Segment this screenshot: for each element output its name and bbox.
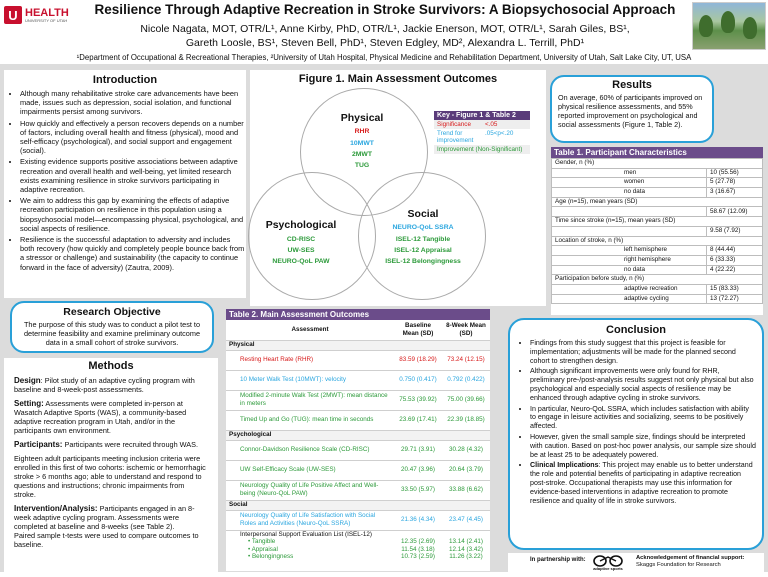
table-1-cell-value: 8 (44.44) — [707, 246, 763, 256]
table-2-section-label: Social — [226, 500, 490, 510]
table-2-assessment: Modified 2-minute Walk Test (2MWT): mean distance in meters — [226, 390, 394, 410]
partner-logo-text: adaptive sports — [593, 566, 623, 571]
col-header-8week: 8-Week Mean (SD) — [442, 320, 490, 340]
figure-1-title: Figure 1. Main Assessment Outcomes — [298, 73, 498, 85]
affiliations: ¹Department of Occupational & Recreational Therapies, ²University of Utah Hospital, Physical Medicine and Rehabilitation Department, University of Utah, Salt Lake City, UT, USA — [76, 53, 692, 62]
table-2-8week: 33.88 (6.62) — [442, 480, 490, 500]
ack-label: Acknowledgement of financial support: — [636, 555, 745, 561]
participants-text: Participants were recruited through WAS. — [62, 440, 199, 449]
table-1-cell-label: right hemisphere — [552, 255, 707, 265]
key-improvement: Improvement (Non-Significant) — [437, 146, 523, 153]
table-1-cell-value: 58.67 (12.09) — [707, 207, 763, 217]
table-2-8week: 20.64 (3.79) — [442, 460, 490, 480]
table-2-section-row — [226, 340, 490, 350]
introduction-section — [4, 70, 246, 298]
table-2-baseline: 0.750 (0.417) — [394, 370, 442, 390]
table-2-assessment: Timed Up and Go (TUG): mean time in seconds — [226, 410, 394, 430]
venn-item-uw-ses: UW-SES — [287, 247, 315, 254]
intro-bullet: • Resilience is the successful adaptation to adversity and includes both recovery (how quickly and completely people bounce back from a stressor or challenge) and sustainability (the capacity to continue forward in the face of adversity) (Zautra, 2009). — [20, 235, 246, 272]
key-title: Key - Figure 1 & Table 2 — [434, 111, 530, 120]
table-2-8week: 0.792 (0.422) — [442, 370, 490, 390]
venn-item-10mwt: 10MWT — [350, 140, 374, 147]
table-2-assessment: Connor-Davidson Resilience Scale (CD-RISC) — [226, 440, 394, 460]
venn-label-social: Social — [407, 208, 439, 220]
col-header-baseline: Baseline Mean (SD) — [394, 320, 442, 340]
venn-item-neuroqol-ssra: NEURO-QoL SSRA — [392, 224, 454, 231]
table-1-cell-label: left hemisphere — [552, 246, 707, 256]
table-1-row — [552, 178, 763, 188]
table-1-group-label: Gender, n (%) — [552, 159, 763, 169]
results-box — [550, 75, 714, 143]
table-2-section-row — [226, 430, 490, 440]
table-2-8week: 73.24 (12.15) — [442, 350, 490, 370]
table-1-cell-value: 13 (72.27) — [707, 294, 763, 304]
ack-text: Skaggs Foundation for Research — [636, 562, 721, 568]
design-text: : Pilot study of an adaptive cycling program with baseline and 8-week-post assessments. — [14, 376, 195, 394]
table-1-title: Table 1. Participant Characteristics — [551, 147, 763, 158]
table-2-8week: 75.00 (39.66) — [442, 390, 490, 410]
table-2-8week: 22.39 (18.85) — [442, 410, 490, 430]
conclusion-bullet: • However, given the small sample size, findings should be interpreted with caution. Based on post-hoc power analysis, our sample size should be at least 25 to be adequately powered. — [530, 433, 756, 459]
table-2-assessment: Resting Heart Rate (RHR) — [226, 350, 394, 370]
table-2-isel-row — [226, 530, 490, 538]
table-2-baseline: 23.69 (17.41) — [394, 410, 442, 430]
table-1-cell-value: 15 (83.33) — [707, 284, 763, 294]
table-2-section-label: Psychological — [226, 430, 490, 440]
conclusion-heading: Conclusion — [606, 324, 666, 336]
venn-item-cd-risc: CD-RISC — [286, 236, 316, 243]
table-2-assessment: UW Self-Efficacy Scale (UW-SES) — [226, 460, 394, 480]
conclusion-bullet: • In particular, Neuro-QoL SSRA, which includes satisfaction with ability to engage in leisure activities and socializing, seems to be positively affected. — [530, 405, 756, 431]
conclusion-bullet-implications — [530, 461, 756, 505]
venn-label-psychological: Psychological — [265, 219, 337, 231]
figure-key — [434, 111, 530, 154]
intro-bullet: • How quickly and effectively a person recovers depends on a number of factors, including overall health and fitness (physical), mood and self-efficacy (psychological), and social support and engagement (social). — [20, 119, 246, 156]
venn-item-tug: TUG — [354, 162, 370, 169]
table-1-group-label: Participation before study, n (%) — [552, 275, 763, 285]
venn-item-isel-tangible: ISEL-12 Tangible — [395, 236, 451, 243]
table-2-isel-subrow — [226, 546, 490, 554]
table-2-8week: 11.26 (3.22) — [449, 553, 483, 561]
table-1-row — [552, 294, 763, 304]
results-text: On average, 60% of participants improved on physical resilience assessments, and 55% reported improvement on psychological and social assessments (Figure 1, Table 2). — [558, 93, 703, 129]
venn-item-2mwt: 2MWT — [351, 151, 372, 158]
key-significance: Significance — [437, 121, 471, 128]
table-2 — [226, 309, 490, 571]
logo-text: HEALTH — [25, 6, 69, 19]
table-2-8week: 13.14 (2.41) — [449, 538, 483, 546]
table-2-isel-item: • Tangible — [248, 538, 276, 546]
key-significance-value: <.05 — [485, 121, 498, 128]
table-2-title: Table 2. Main Assessment Outcomes — [226, 309, 490, 320]
table-1 — [551, 147, 763, 315]
partner-label: In partnership with: — [530, 557, 586, 563]
intro-bullet: • Although many rehabilitative stroke care advancements have been made, issues such as depression, social isolation, and functional impairments persist among survivors. — [20, 89, 246, 117]
venn-item-isel-appraisal: ISEL-12 Appraisal — [394, 247, 452, 254]
conclusion-box — [508, 318, 764, 550]
logo-mark: U — [4, 6, 22, 24]
methods-section — [4, 358, 218, 572]
table-1-cell-label — [552, 207, 707, 217]
table-2-row — [226, 440, 490, 460]
table-1-cell-value: 4 (22.22) — [707, 265, 763, 275]
table-2-row — [226, 460, 490, 480]
results-heading: Results — [612, 79, 652, 91]
table-2-baseline: 12.35 (2.69) — [401, 538, 435, 546]
analysis-label: Intervention/Analysis: — [14, 504, 98, 513]
methods-heading: Methods — [88, 360, 134, 372]
table-2-isel-subrow — [226, 553, 490, 561]
venn-item-rhr: RHR — [354, 128, 370, 135]
table-1-cell-label: no data — [552, 265, 707, 275]
table-2-baseline: 11.54 (3.18) — [401, 545, 435, 553]
introduction-list — [4, 89, 246, 272]
table-1-row — [552, 284, 763, 294]
poster-title: Resilience Through Adaptive Recreation in Stroke Survivors: A Biopsychosocial Approach — [94, 2, 676, 17]
venn-label-physical: Physical — [340, 112, 384, 124]
campus-photo — [692, 2, 766, 50]
table-2-8week: 30.28 (4.32) — [442, 440, 490, 460]
intro-bullet: • Existing evidence supports positive associations between adaptive recreation and overall health and well-being, yet limited research exists examining resilience in stroke survivors participating in adaptive recreation. — [20, 157, 246, 194]
analysis-text-2: Paired sample t-tests were used to compare outcomes to baseline. — [14, 531, 199, 549]
objective-heading: Research Objective — [63, 306, 161, 318]
table-2-row — [226, 480, 490, 500]
authors-line-1: Nicole Nagata, MOT, OTR/L¹, Anne Kirby, PhD, OTR/L¹, Jackie Enerson, MOT, OTR/L¹, Sarah Giles, BS¹, — [140, 23, 630, 35]
table-1-cell-label — [552, 226, 707, 236]
table-1-cell-label: no data — [552, 188, 707, 198]
table-2-baseline: 10.73 (2.59) — [401, 553, 435, 561]
table-2-isel-item: • Belongingness — [248, 553, 294, 561]
table-1-cell-label: adaptive recreation — [552, 284, 707, 294]
table-1-row — [552, 255, 763, 265]
table-2-assessment: 10 Meter Walk Test (10MWT): velocity — [226, 370, 394, 390]
table-2-assessment: Neurology Quality of Life Satisfaction with Social Roles and Activities (Neuro-QoL SSRA) — [226, 510, 394, 530]
table-1-group-row — [552, 275, 763, 285]
table-2-8week: 12.14 (3.42) — [449, 545, 483, 553]
table-1-row — [552, 226, 763, 236]
table-1-group-label: Time since stroke (n=15), mean years (SD) — [552, 217, 763, 227]
objective-text: The purpose of this study was to conduct a pilot test to determine feasibility and examine preliminary outcome data in a small cohort of stroke survivors. — [23, 320, 201, 347]
table-2-baseline: 83.59 (18.29) — [394, 350, 442, 370]
logo-subtext: UNIVERSITY OF UTAH — [25, 17, 68, 23]
table-1-cell-label: women — [552, 178, 707, 188]
table-1-row — [552, 207, 763, 217]
implications-text: : This project may enable us to better understand the role and potential benefits of participating in adaptive recreation post-stroke. Occupational therapists may use this information for evidence-based interventions in adaptive recreation to promote resilience and quality of life in stroke survivors. — [530, 461, 753, 505]
table-2-row — [226, 410, 490, 430]
table-2-row — [226, 370, 490, 390]
table-1-cell-value: 6 (33.33) — [707, 255, 763, 265]
table-2-section-label: Physical — [226, 340, 490, 350]
adaptive-sports-logo — [588, 554, 628, 572]
table-1-cell-label: men — [552, 168, 707, 178]
participants-label: Participants: — [14, 440, 63, 449]
table-1-group-row — [552, 236, 763, 246]
table-1-cell-value: 10 (55.56) — [707, 168, 763, 178]
table-2-baseline: 33.50 (5.97) — [394, 480, 442, 500]
col-header-assessment: Assessment — [226, 320, 394, 340]
table-2-assessment: Neurology Quality of Life Positive Affect and Well-being (Neuro-QoL PAW) — [226, 480, 394, 500]
table-1-row — [552, 168, 763, 178]
table-1-group-row — [552, 197, 763, 207]
table-2-row — [226, 350, 490, 370]
table-2-8week: 23.47 (4.45) — [442, 510, 490, 530]
participant-characteristics-table — [551, 158, 763, 304]
research-objective-box — [10, 301, 214, 353]
table-2-isel-subrow — [226, 538, 490, 546]
introduction-heading: Introduction — [92, 74, 158, 86]
table-1-row — [552, 246, 763, 256]
intro-bullet: • We aim to address this gap by examining the effects of adaptive recreation participation on resilience in this population using a biopsychosocial model—encompassing physical, psychological, and social aspects of resilience. — [20, 196, 246, 233]
table-2-baseline: 75.53 (39.92) — [394, 390, 442, 410]
table-1-cell-value: 5 (27.78) — [707, 178, 763, 188]
table-1-row — [552, 188, 763, 198]
participants-criteria: Eighteen adult participants meeting inclusion criteria were enrolled in this first of two cohorts: ischemic or hemorrhagic stroke > 6 months ago; able to understand and respond to questions and instructions; chronic impairments from stroke. — [14, 454, 206, 499]
venn-item-isel-belongingness: ISEL-12 Belongingness — [385, 258, 461, 265]
setting-label: Setting: — [14, 399, 44, 408]
key-trend: Trend for improvement — [437, 130, 474, 144]
setting-text: Assessments were completed in-person at Wasatch Adaptive Sports (WAS), a community-based adaptive recreation program in Utah, and/or in the participants own environment. — [14, 399, 187, 435]
table-1-cell-value: 3 (16.67) — [707, 188, 763, 198]
design-label: Design — [14, 376, 41, 385]
conclusion-bullet: • Findings from this study suggest that this project is feasible for implementation; adjustments will be made for the planned second cohort to strengthen design. — [530, 339, 756, 365]
author-list — [80, 22, 690, 50]
university-logo — [4, 4, 72, 26]
key-trend-value: .05<p<.20 — [485, 130, 514, 137]
table-1-group-row — [552, 217, 763, 227]
table-1-group-label: Age (n=15), mean years (SD) — [552, 197, 763, 207]
table-2-section-row — [226, 500, 490, 510]
table-2-row — [226, 390, 490, 410]
table-1-group-label: Location of stroke, n (%) — [552, 236, 763, 246]
table-2-isel-label: Interpersonal Support Evaluation List (ISEL-12) — [240, 530, 372, 538]
acknowledgement — [636, 555, 745, 569]
table-1-cell-value: 9.58 (7.92) — [707, 226, 763, 236]
implications-label: Clinical Implications — [530, 461, 599, 470]
table-1-cell-label: adaptive cycling — [552, 294, 707, 304]
main-assessment-table — [226, 320, 490, 561]
conclusion-bullet: • Although significant improvements were only found for RHR, preliminary pre-/post-analysis results suggest not only physical but also psychological and especially social aspects of resilience may be enhanced through adaptive cycling in stroke survivors. — [530, 367, 756, 402]
conclusion-list — [516, 339, 756, 505]
venn-item-neuroqol-paw: NEURO-QoL PAW — [272, 258, 330, 265]
table-1-row — [552, 265, 763, 275]
analysis-text: Participants engaged in an 8-week adaptive cycling program. Assessments were completed at baseline and 8-weeks (see Table 2). — [14, 504, 195, 531]
table-2-isel-item: • Appraisal — [248, 545, 278, 553]
table-2-row — [226, 510, 490, 530]
table-2-baseline: 20.47 (3.96) — [394, 460, 442, 480]
table-1-group-row — [552, 159, 763, 169]
table-2-baseline: 29.71 (3.91) — [394, 440, 442, 460]
table-2-baseline: 21.36 (4.34) — [394, 510, 442, 530]
authors-line-2: Gareth Loosle, BS¹, Steven Bell, PhD¹, Steven Edgley, MD², Alexandra L. Terrill, PhD¹ — [185, 37, 585, 49]
